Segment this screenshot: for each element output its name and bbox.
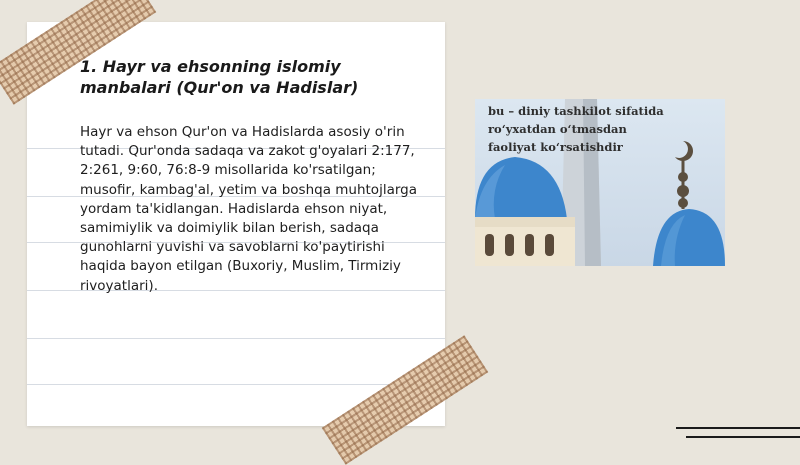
- mosque-photo: [475, 99, 725, 266]
- mosque-dome-icon: [475, 157, 575, 266]
- photo-caption: bu – diniy tashkilot sifatida ro‘yxatdan o‘tmasdan faoliyat ko‘rsatishdir: [488, 104, 664, 154]
- slide-body-text: Hayr va ehson Qur'on va Hadislarda asosiy o'rin tutadi. Qur'onda sadaqa va zakot g'oyalari 2:177, 2:261, 9:60, 76:8-9 misollarida ko'rsatilgan; musofir, kambag'al, yetim va boshqa muhtojlarga yordam ta'kidlangan. Hadislarda ehson niyat, samimiylik va doimiylik bilan berish, sadaqa gunohlarni yuvishi va savoblarni ko'paytirishi haqida bayon etilgan (Buxoriy, Muslim, Tirmiziy rivoyatlari).: [80, 124, 417, 294]
- slide-title: 1. Hayr va ehsonning islomiy manbalari (Qur'on va Hadislar): [80, 57, 359, 97]
- decor-line-1: [676, 427, 800, 429]
- decor-line-2: [686, 436, 800, 438]
